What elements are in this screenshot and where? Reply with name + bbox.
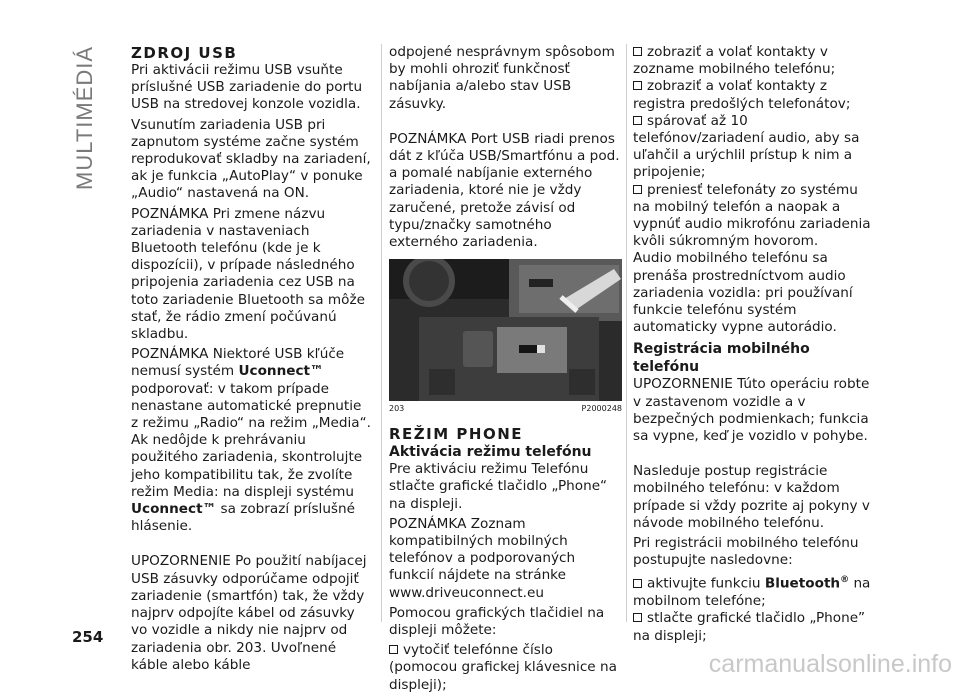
paragraph: POZNÁMKA Pri zmene názvu zariadenia v nastaveniach Bluetooth telefónu (kde je k dispozícii), v prípade následného pripojenia zariadenia cez USB na toto zariadenie Bluetooth sa môže stať, že rádio zmení počúvanú skladbu. — [131, 205, 365, 343]
figure-usb-port-photo — [389, 259, 622, 401]
column-2 — [389, 44, 622, 694]
column-divider — [626, 44, 627, 622]
list-item-text: preniesť telefonáty zo systému na mobilný telefón a naopak a vypnúť audio mikrofónu zariadenia kvôli súkromným hovorom. — [633, 181, 871, 250]
brand-name: Uconnect™ — [238, 363, 324, 380]
list-item-text: stlačte grafické tlačidlo „Phone” na displeji; — [633, 610, 866, 644]
figure-code: P2000248 — [581, 404, 622, 414]
paragraph — [131, 346, 371, 535]
column-divider — [381, 44, 382, 622]
list-item-text: na mobilnom telefóne; — [633, 576, 871, 610]
registered-mark: ® — [840, 575, 850, 586]
paragraph: Pre aktiváciu režimu Telefónu stlačte grafické tlačidlo „Phone“ na displeji. — [389, 461, 608, 512]
section-title-usb: ZDROJ USB — [131, 44, 238, 62]
watermark: carmanualsonline.info — [708, 650, 952, 678]
paragraph: Pomocou grafických tlačidiel na displeji môžete: — [389, 604, 605, 639]
list-item — [389, 642, 622, 694]
checkbox-bullet-icon — [633, 579, 642, 588]
paragraph: Vsunutím zariadenia USB pri zapnutom systéme začne systém reprodukovať skladby na zariadení, ak je funkcia „AutoPlay“ v ponuke „Audio“ nastavená na ON. — [131, 116, 371, 202]
section-title-phone: REŽIM PHONE — [389, 425, 524, 444]
checkbox-bullet-icon — [633, 116, 642, 125]
usb-port-illustration — [389, 259, 622, 401]
section-side-tab: MULTIMÉDIÁ — [72, 45, 97, 190]
list-item-text: zobraziť a volať kontakty v zozname mobilného telefónu; — [633, 44, 836, 78]
list-item-text: zobraziť a volať kontakty z registra predošlých telefonátov; — [633, 78, 851, 112]
paragraph: Nasleduje postup registrácie mobilného telefónu: v každom prípade si vždy pozrite aj pokyny v návode mobilného telefónu. — [633, 463, 870, 531]
column-1 — [131, 44, 371, 677]
list-item-text: spárovať až 10 telefónov/zariadení audio, aby sa uľahčil a urýchlil prístup k nim a pripojenie; — [633, 112, 860, 181]
paragraph: UPOZORNENIE Po použití nabíjacej USB zásuvky odporúčame odpojiť zariadenie (smartfón) tak, že vždy najprv odpojíte kábel od zásuvky vo vozidle a nikdy nie najprv od zariadenia obr. 203. Uvoľnené káble alebo káble — [131, 553, 367, 673]
text: podporovať: v takom prípade nenastane automatické prepnutie z režimu „Radio“ na režim „Media“. Ak nedôjde k prehrávaniu použitého zariadenia, skontrolujte jeho kompatibilitu tak, že zvolíte režim Media: na displeji systému — [131, 380, 371, 500]
brand-name: Uconnect™ — [131, 501, 217, 518]
paragraph: Pri aktivácii režimu USB vsuňte príslušné USB zariadenie do portu USB na stredovej konzole vozidla. — [131, 62, 363, 113]
paragraph: odpojené nesprávnym spôsobom by mohli ohroziť funkčnosť nabíjania a/alebo stav USB zásuvky. — [389, 44, 615, 112]
checkbox-bullet-icon — [633, 185, 642, 194]
list-item-text: aktivujte funkciu — [647, 576, 765, 593]
paragraph: POZNÁMKA Port USB riadi prenos dát z kľúča USB/Smartfónu a pod. a pomalé nabíjanie externého zariadenia, ktoré nie je vždy zaručené, pretože závisí od typu/značky samotného externého zariadenia. — [389, 130, 620, 251]
paragraph: UPOZORNENIE Túto operáciu robte v zastavenom vozidle a v bezpečných podmienkach; funkcia sa vypne, keď je vozidlo v pohybe. — [633, 376, 870, 445]
page-number: 254 — [72, 628, 104, 646]
text: sa zobrazí príslušné hlásenie. — [131, 501, 355, 535]
list-item — [633, 572, 878, 610]
list-item — [633, 610, 878, 644]
list-item — [633, 113, 878, 182]
brand-name: Bluetooth — [764, 576, 841, 593]
figure-number: 203 — [389, 404, 405, 414]
paragraph: Audio mobilného telefónu sa prenáša prostredníctvom audio zariadenia vozidla: pri používaní funkcie telefónu systém automaticky vypne autorádio. — [633, 250, 853, 336]
text: POZNÁMKA Niektoré USB kľúče nemusí systém — [131, 346, 345, 380]
list-item — [633, 78, 878, 112]
checkbox-bullet-icon — [633, 81, 642, 90]
checkbox-bullet-icon — [633, 47, 642, 56]
list-item — [633, 182, 878, 251]
list-item — [633, 44, 878, 78]
checkbox-bullet-icon — [389, 645, 398, 654]
column-3 — [633, 44, 878, 645]
figure-caption — [389, 403, 622, 415]
paragraph: Pri registrácii mobilného telefónu postupujte nasledovne: — [633, 535, 859, 569]
paragraph: POZNÁMKA Zoznam kompatibilných mobilných telefónov a podporovaných funkcií nájdete na stránke www.driveuconnect.eu — [389, 515, 576, 601]
subsection-title: Aktivácia režimu telefónu — [389, 444, 592, 461]
checkbox-bullet-icon — [633, 613, 642, 622]
list-item-text: vytočiť telefónne číslo (pomocou grafickej klávesnice na displeji); — [389, 642, 617, 693]
subsection-title: Registrácia mobilného telefónu — [633, 341, 810, 376]
